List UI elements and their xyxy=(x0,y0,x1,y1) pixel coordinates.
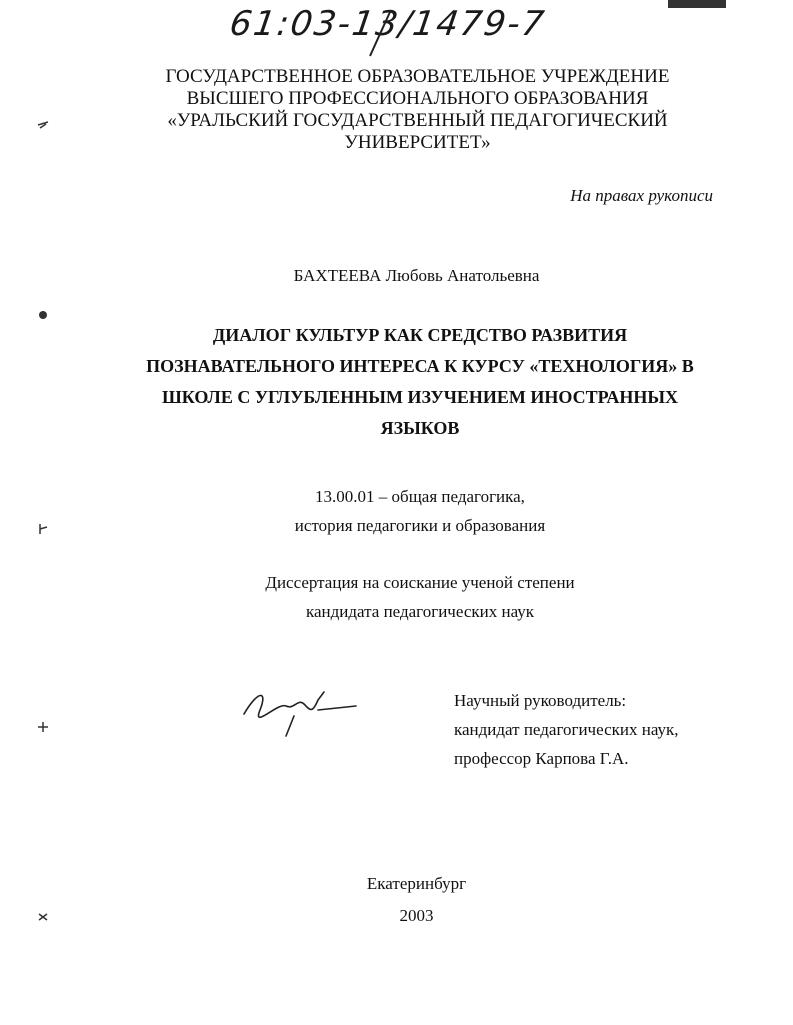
title-line: ШКОЛЕ С УГЛУБЛЕННЫМ ИЗУЧЕНИЕМ ИНОСТРАННЫХ xyxy=(161,387,679,407)
binding-hole-mark-icon xyxy=(36,308,50,322)
degree-line: Диссертация на соискание ученой степени xyxy=(265,573,575,592)
scan-edge-mark-icon xyxy=(668,0,728,12)
institution-line: УНИВЕРСИТЕТ» xyxy=(344,132,491,153)
institution-header xyxy=(100,66,735,154)
dissertation-title xyxy=(140,320,700,444)
handwritten-underline-icon xyxy=(230,4,560,64)
title-line: ПОЗНАВАТЕЛЬНОГО ИНТЕРЕСА К КУРСУ «ТЕХНОЛОГИЯ» В xyxy=(146,356,694,376)
signature-icon xyxy=(238,680,358,740)
degree-statement xyxy=(110,568,730,626)
handwritten-number-text: 61:03-13/1479-7 xyxy=(227,4,549,44)
specialty-line: 13.00.01 – общая педагогика, xyxy=(315,487,525,506)
scientific-advisor xyxy=(454,686,679,773)
author-name: БАХТЕЕВА Любовь Анатольевна xyxy=(293,266,540,285)
city-name: Екатеринбург xyxy=(366,874,467,893)
binding-hole-mark-icon xyxy=(36,522,50,536)
binding-hole-mark-icon xyxy=(36,720,50,734)
degree-line: кандидата педагогических наук xyxy=(305,602,535,621)
place-and-year xyxy=(0,868,793,932)
advisor-line: кандидат педагогических наук, xyxy=(454,720,679,739)
specialty-line: история педагогики и образования xyxy=(294,516,546,535)
institution-line: ВЫСШЕГО ПРОФЕССИОНАЛЬНОГО ОБРАЗОВАНИЯ xyxy=(186,88,649,109)
advisor-line: Научный руководитель: xyxy=(454,691,627,710)
title-line: ДИАЛОГ КУЛЬТУР КАК СРЕДСТВО РАЗВИТИЯ xyxy=(212,325,628,345)
binding-hole-mark-icon xyxy=(36,910,50,924)
manuscript-note: На правах рукописи xyxy=(570,186,713,205)
institution-line: «УРАЛЬСКИЙ ГОСУДАРСТВЕННЫЙ ПЕДАГОГИЧЕСКИЙ xyxy=(167,110,668,131)
advisor-line: профессор Карпова Г.А. xyxy=(454,749,629,768)
institution-line: ГОСУДАРСТВЕННОЕ ОБРАЗОВАТЕЛЬНОЕ УЧРЕЖДЕНИЕ xyxy=(165,66,670,87)
specialty-code xyxy=(120,482,720,540)
year: 2003 xyxy=(399,906,434,925)
handwritten-catalog-number xyxy=(227,4,560,64)
title-line: ЯЗЫКОВ xyxy=(380,418,460,438)
binding-hole-mark-icon xyxy=(36,118,50,132)
